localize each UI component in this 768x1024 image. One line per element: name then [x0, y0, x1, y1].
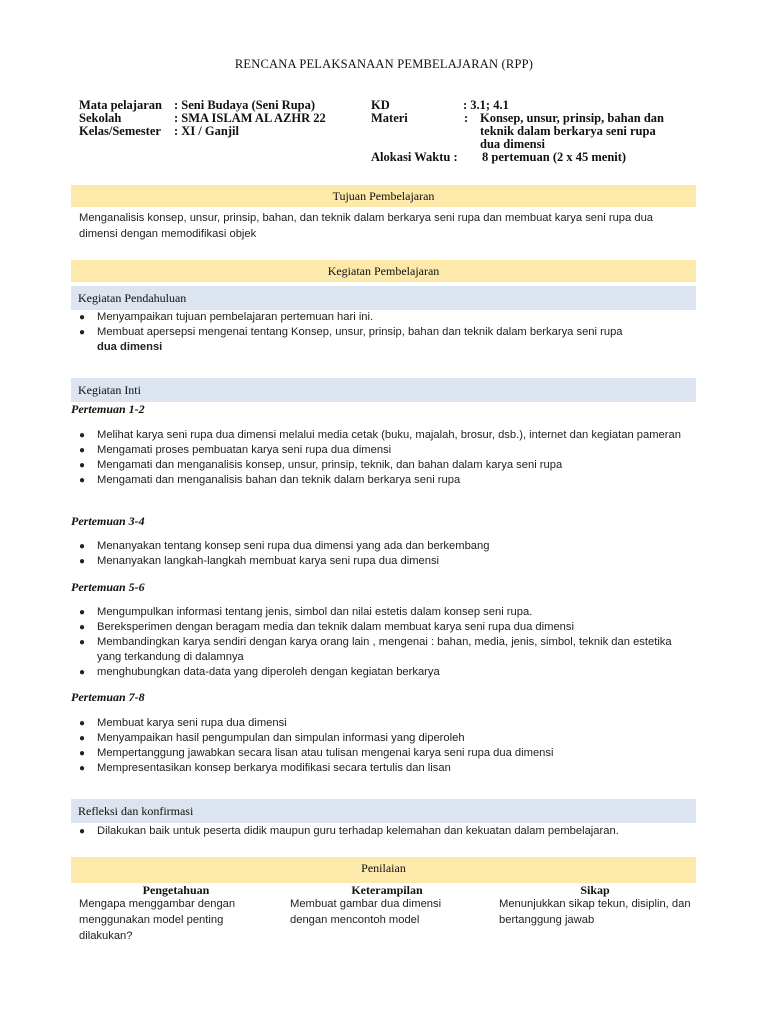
meeting-7-8-label: Pertemuan 7-8 [71, 690, 145, 704]
list-item: ● Membuat apersepsi mengenai tentang Konsep, unsur, prinsip, bahan dan teknik dalam berkarya seni rupa dua dimensi [79, 326, 623, 353]
refleksi-heading: Refleksi dan konfirmasi [71, 799, 696, 823]
kelas-label: Kelas/Semester [79, 124, 161, 138]
list-item: ● Menanyakan tentang konsep seni rupa dua dimensi yang ada dan berkembang [79, 540, 490, 552]
meeting-1-2-label: Pertemuan 1-2 [71, 402, 145, 416]
list-item: ● Menanyakan langkah-langkah membuat karya seni rupa dua dimensi [79, 555, 440, 567]
penilaian-heading: Penilaian [71, 857, 696, 883]
document-title: RENCANA PELAKSANAAN PEMBELAJARAN (RPP) [234, 57, 534, 71]
penilaian-col-pengetahuan-text: Mengapa menggambar dengan menggunakan model penting dilakukan? [79, 898, 236, 942]
materi-line1: Konsep, unsur, prinsip, bahan dan [480, 111, 665, 125]
meeting-1-2-list [79, 428, 691, 488]
list-item: ● Menyampaikan tujuan pembelajaran pertemuan hari ini. [79, 311, 374, 323]
refleksi-list [79, 824, 691, 839]
list-item: ● Mengamati dan menganalisis konsep, unsur, prinsip, teknik, dan bahan dalam karya seni rupa [79, 459, 563, 471]
materi-colon: : [464, 111, 469, 125]
mapel-label: Mata pelajaran [79, 98, 162, 112]
sekolah-value: : SMA ISLAM AL AZHR 22 [174, 111, 326, 125]
meeting-5-6-list [79, 605, 691, 680]
alokasi-label: Alokasi Waktu : [371, 150, 458, 164]
list-item: ● Mengamati dan menganalisis bahan dan teknik dalam berkarya seni rupa [79, 474, 461, 486]
kd-value: : 3.1; 4.1 [463, 98, 509, 112]
list-item: ● Menyampaikan hasil pengumpulan dan simpulan informasi yang diperoleh [79, 732, 465, 744]
meeting-3-4-list [79, 539, 691, 569]
penilaian-col-sikap-text: Menunjukkan sikap tekun, disiplin, dan bertanggung jawab [499, 898, 691, 926]
materi-label: Materi [371, 111, 408, 125]
tujuan-heading: Tujuan Pembelajaran [71, 185, 696, 207]
list-item: ● Membuat karya seni rupa dua dimensi [79, 717, 287, 729]
alokasi-value: 8 pertemuan (2 x 45 menit) [482, 150, 627, 164]
list-item: ● Mengumpulkan informasi tentang jenis, simbol dan nilai estetis dalam konsep seni rupa. [79, 606, 533, 618]
pendahuluan-heading: Kegiatan Pendahuluan [71, 286, 696, 310]
list-item: ● Melihat karya seni rupa dua dimensi melalui media cetak (buku, majalah, brosur, dsb.), internet dan kegiatan pameran [79, 429, 681, 441]
list-item: ● Mempertanggung jawabkan secara lisan atau tulisan mengenai karya seni rupa dua dimensi [79, 747, 554, 759]
list-item: ● Mempresentasikan konsep berkarya modifikasi secara tertulis dan lisan [79, 762, 451, 774]
meeting-3-4-label: Pertemuan 3-4 [71, 514, 145, 528]
sekolah-label: Sekolah [79, 111, 122, 125]
materi-line2: teknik dalam berkarya seni rupa [480, 124, 656, 138]
mapel-value: : Seni Budaya (Seni Rupa) [174, 98, 316, 112]
list-item: ● Mengamati proses pembuatan karya seni rupa dua dimensi [79, 444, 392, 456]
penilaian-col-keterampilan-text: Membuat gambar dua dimensi dengan mencontoh model [290, 898, 442, 926]
inti-heading: Kegiatan Inti [71, 378, 696, 402]
penilaian-col-pengetahuan-title: Pengetahuan [142, 883, 210, 897]
meeting-5-6-label: Pertemuan 5-6 [71, 580, 145, 594]
kelas-value: : XI / Ganjil [174, 124, 239, 138]
list-item: ● menghubungkan data-data yang diperoleh dengan kegiatan berkarya [79, 666, 440, 678]
pendahuluan-list [79, 310, 691, 355]
meeting-7-8-list [79, 716, 691, 776]
list-item: ● Membandingkan karya sendiri dengan karya orang lain , mengenai : bahan, media, jenis, simbol, teknik dan estetika yang terkandung di dalamnya [79, 636, 672, 663]
list-item: ● Dilakukan baik untuk peserta didik maupun guru terhadap kelemahan dan kekuatan dalam pembelajaran. [79, 825, 619, 837]
tujuan-text: Menganalisis konsep, unsur, prinsip, bahan, dan teknik dalam berkarya seni rupa dan membuat karya seni rupa dua dimensi dengan memodifikasi objek [79, 212, 654, 240]
penilaian-col-keterampilan-title: Keterampilan [351, 883, 423, 897]
kd-label: KD [371, 98, 390, 112]
penilaian-col-sikap-title: Sikap [580, 883, 610, 897]
materi-line3: dua dimensi [480, 137, 545, 151]
list-item: ● Bereksperimen dengan beragam media dan teknik dalam membuat karya seni rupa dua dimensi [79, 621, 574, 633]
kegiatan-heading: Kegiatan Pembelajaran [71, 260, 696, 282]
